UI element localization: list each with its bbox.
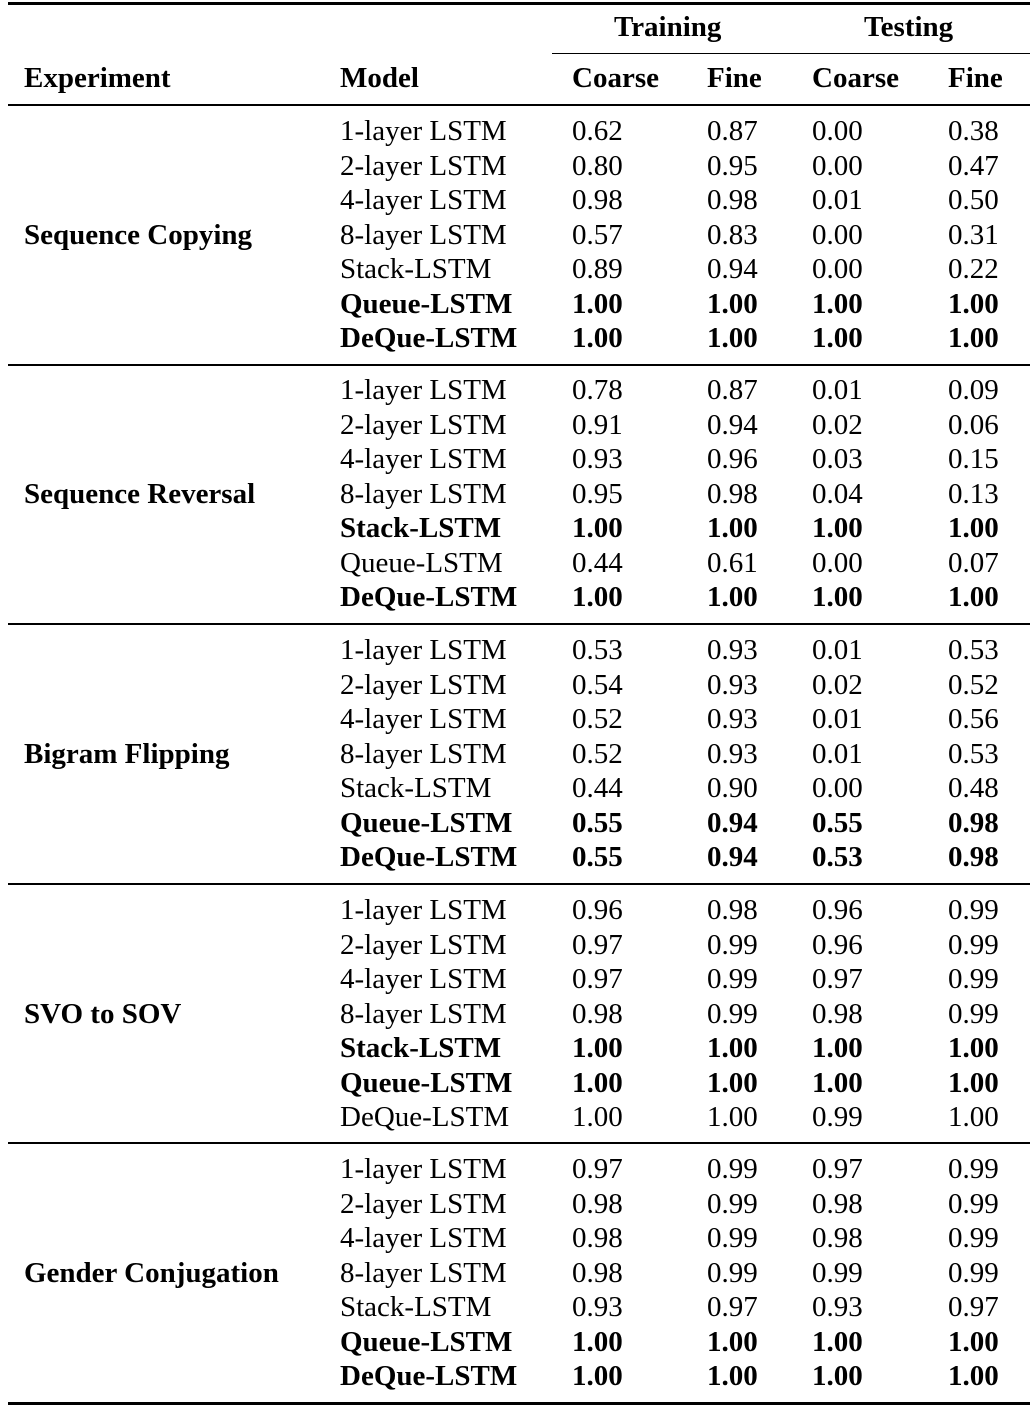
group-rule: [8, 1142, 1030, 1144]
table-row: [0, 580, 1036, 615]
experiment-label: Bigram Flipping: [24, 737, 230, 770]
table-row: [0, 373, 1036, 408]
training-fine-cell: 1.00: [707, 1032, 758, 1064]
testing-fine-cell: 1.00: [948, 1101, 999, 1133]
testing-fine-cell: 1.00: [948, 512, 999, 544]
testing-fine-cell: 0.97: [948, 1291, 999, 1323]
testing-fine-cell: 0.13: [948, 477, 999, 510]
testing-fine-cell: 0.99: [948, 894, 999, 926]
testing-fine-cell: 0.99: [948, 1153, 999, 1185]
model-cell: DeQue-LSTM: [340, 1360, 518, 1392]
training-coarse-cell: 0.62: [572, 115, 623, 147]
testing-fine-cell: 1.00: [948, 1066, 999, 1099]
testing-coarse-cell: 0.00: [812, 546, 863, 579]
testing-coarse-cell: 0.99: [812, 1256, 863, 1289]
training-coarse-cell: 0.97: [572, 928, 623, 961]
training-fine-cell: 0.99: [707, 997, 758, 1030]
testing-fine-cell: 0.99: [948, 1187, 999, 1220]
model-cell: 4-layer LSTM: [340, 963, 507, 995]
training-fine-cell: 0.98: [707, 477, 758, 510]
training-coarse-cell: 0.80: [572, 149, 623, 182]
table-row: [0, 1221, 1036, 1256]
model-cell: 2-layer LSTM: [340, 149, 507, 182]
testing-coarse-cell: 1.00: [812, 1066, 863, 1099]
training-coarse-cell: 0.96: [572, 894, 623, 926]
testing-fine-cell: 0.56: [948, 703, 999, 735]
table-row: [0, 633, 1036, 668]
testing-coarse-cell: 0.00: [812, 218, 863, 251]
table-row: [0, 737, 1036, 772]
training-fine-cell: 1.00: [707, 287, 758, 320]
training-fine-cell: 0.95: [707, 149, 758, 182]
table-row: [0, 183, 1036, 218]
model-cell: DeQue-LSTM: [340, 581, 518, 613]
testing-coarse-cell: 0.04: [812, 477, 863, 510]
training-coarse-cell: 0.95: [572, 477, 623, 510]
model-cell: 1-layer LSTM: [340, 894, 507, 926]
training-coarse-cell: 1.00: [572, 1032, 623, 1064]
table-row: [0, 771, 1036, 806]
testing-fine-cell: 0.22: [948, 253, 999, 285]
table-row: [0, 702, 1036, 737]
training-fine-cell: 0.93: [707, 737, 758, 770]
testing-coarse-cell: 0.00: [812, 772, 863, 804]
table-row: [0, 1256, 1036, 1291]
training-fine-cell: 0.99: [707, 928, 758, 961]
table-row: [0, 511, 1036, 546]
testing-coarse-cell: 0.00: [812, 253, 863, 285]
training-coarse-cell: 0.55: [572, 806, 623, 839]
model-cell: Stack-LSTM: [340, 772, 492, 804]
training-coarse-cell: 1.00: [572, 512, 623, 544]
training-fine-cell: 1.00: [707, 1066, 758, 1099]
training-coarse-cell: 0.93: [572, 443, 623, 475]
testing-fine-cell: 0.99: [948, 1256, 999, 1289]
testing-coarse-cell: 0.02: [812, 408, 863, 441]
training-coarse-cell: 1.00: [572, 1360, 623, 1392]
testing-fine-cell: 0.38: [948, 115, 999, 147]
testing-coarse-cell: 0.97: [812, 1153, 863, 1185]
training-coarse-cell: 0.44: [572, 546, 623, 579]
testing-coarse-cell: 0.02: [812, 668, 863, 701]
testing-fine-cell: 0.98: [948, 806, 999, 839]
testing-fine-cell: 0.99: [948, 1222, 999, 1254]
testing-fine-cell: 0.06: [948, 408, 999, 441]
testing-coarse-cell: 0.01: [812, 703, 863, 735]
training-coarse-cell: 0.52: [572, 703, 623, 735]
training-fine-cell: 1.00: [707, 581, 758, 613]
testing-fine-cell: 0.53: [948, 737, 999, 770]
training-coarse-cell: 0.98: [572, 1256, 623, 1289]
model-cell: 4-layer LSTM: [340, 703, 507, 735]
model-cell: 1-layer LSTM: [340, 1153, 507, 1185]
testing-fine-cell: 0.48: [948, 772, 999, 804]
training-fine-cell: 0.83: [707, 218, 758, 251]
model-cell: Queue-LSTM: [340, 1066, 513, 1099]
model-cell: DeQue-LSTM: [340, 322, 518, 354]
training-fine-cell: 0.99: [707, 963, 758, 995]
training-coarse-cell: 0.54: [572, 668, 623, 701]
training-fine-cell: 1.00: [707, 322, 758, 354]
testing-fine-cell: 0.15: [948, 443, 999, 475]
testing-fine-cell: 0.53: [948, 634, 999, 666]
training-fine-cell: 1.00: [707, 512, 758, 544]
testing-coarse-cell: 0.98: [812, 997, 863, 1030]
group-rule: [8, 364, 1030, 366]
testing-fine-cell: 1.00: [948, 322, 999, 354]
training-fine-cell: 1.00: [707, 1101, 758, 1133]
training-coarse-cell: 0.97: [572, 1153, 623, 1185]
table-row: [0, 442, 1036, 477]
model-cell: DeQue-LSTM: [340, 841, 518, 873]
model-cell: 1-layer LSTM: [340, 115, 507, 147]
training-coarse-cell: 0.55: [572, 841, 623, 873]
table-row: [0, 1290, 1036, 1325]
training-fine-cell: 0.94: [707, 806, 758, 839]
testing-coarse-cell: 0.01: [812, 374, 863, 406]
table-row: [0, 287, 1036, 322]
testing-fine-cell: 1.00: [948, 581, 999, 613]
testing-fine-cell: 0.99: [948, 928, 999, 961]
table-row: [0, 1100, 1036, 1135]
group-rule: [8, 883, 1030, 885]
testing-coarse-cell: 1.00: [812, 512, 863, 544]
training-coarse-cell: 0.98: [572, 1222, 623, 1254]
table-row: [0, 962, 1036, 997]
training-coarse-cell: 0.93: [572, 1291, 623, 1323]
training-fine-cell: 0.93: [707, 703, 758, 735]
testing-coarse-cell: 1.00: [812, 287, 863, 320]
table-row: [0, 114, 1036, 149]
testing-coarse-cell: 0.03: [812, 443, 863, 475]
model-cell: 2-layer LSTM: [340, 1187, 507, 1220]
training-fine-cell: 0.61: [707, 546, 758, 579]
testing-fine-cell: 0.98: [948, 841, 999, 873]
training-coarse-cell: 1.00: [572, 1101, 623, 1133]
testing-fine-cell: 0.52: [948, 668, 999, 701]
table-row: [0, 893, 1036, 928]
training-fine-cell: 0.98: [707, 894, 758, 926]
training-coarse-cell: 1.00: [572, 1066, 623, 1099]
training-coarse-cell: 0.98: [572, 997, 623, 1030]
testing-fine-cell: 0.50: [948, 184, 999, 216]
training-fine-cell: 0.93: [707, 668, 758, 701]
model-cell: 8-layer LSTM: [340, 477, 507, 510]
model-cell: 8-layer LSTM: [340, 218, 507, 251]
header-training-coarse: Coarse: [572, 62, 659, 94]
table-row: [0, 806, 1036, 841]
model-cell: Stack-LSTM: [340, 1032, 502, 1064]
model-cell: 4-layer LSTM: [340, 1222, 507, 1254]
training-coarse-cell: 0.98: [572, 1187, 623, 1220]
training-fine-cell: 0.96: [707, 443, 758, 475]
testing-fine-cell: 1.00: [948, 287, 999, 320]
testing-coarse-cell: 0.53: [812, 841, 863, 873]
experiment-label: Sequence Copying: [24, 218, 253, 251]
table-row: [0, 997, 1036, 1032]
testing-fine-cell: 0.47: [948, 149, 999, 182]
model-cell: 1-layer LSTM: [340, 374, 507, 406]
model-cell: Queue-LSTM: [340, 546, 503, 579]
testing-fine-cell: 0.99: [948, 963, 999, 995]
model-cell: Queue-LSTM: [340, 287, 513, 320]
training-fine-cell: 0.94: [707, 253, 758, 285]
model-cell: 2-layer LSTM: [340, 668, 507, 701]
testing-coarse-cell: 0.93: [812, 1291, 863, 1323]
header-training-fine: Fine: [707, 62, 762, 94]
training-fine-cell: 0.87: [707, 374, 758, 406]
testing-fine-cell: 1.00: [948, 1325, 999, 1358]
table-row: [0, 1031, 1036, 1066]
testing-coarse-cell: 1.00: [812, 322, 863, 354]
table-row: [0, 546, 1036, 581]
model-cell: Stack-LSTM: [340, 1291, 492, 1323]
model-cell: DeQue-LSTM: [340, 1101, 510, 1133]
training-fine-cell: 0.93: [707, 634, 758, 666]
header-testing: Testing: [864, 11, 954, 43]
experiment-label: SVO to SOV: [24, 997, 182, 1030]
training-fine-cell: 0.99: [707, 1256, 758, 1289]
training-coarse-cell: 0.98: [572, 184, 623, 216]
training-fine-cell: 0.99: [707, 1153, 758, 1185]
training-coarse-cell: 0.57: [572, 218, 623, 251]
model-cell: Stack-LSTM: [340, 253, 492, 285]
training-fine-cell: 0.99: [707, 1187, 758, 1220]
experiment-label: Sequence Reversal: [24, 477, 256, 510]
testing-coarse-cell: 0.98: [812, 1222, 863, 1254]
model-cell: 8-layer LSTM: [340, 737, 507, 770]
training-fine-cell: 0.87: [707, 115, 758, 147]
group-rule: [8, 623, 1030, 625]
model-cell: 4-layer LSTM: [340, 443, 507, 475]
model-cell: 2-layer LSTM: [340, 928, 507, 961]
header-group-rule: [552, 53, 1030, 54]
table-row: [0, 668, 1036, 703]
table-row: [0, 1325, 1036, 1360]
training-coarse-cell: 0.78: [572, 374, 623, 406]
table-row: [0, 252, 1036, 287]
training-coarse-cell: 0.89: [572, 253, 623, 285]
testing-coarse-cell: 0.00: [812, 149, 863, 182]
testing-fine-cell: 0.09: [948, 374, 999, 406]
testing-coarse-cell: 0.01: [812, 634, 863, 666]
testing-coarse-cell: 0.97: [812, 963, 863, 995]
testing-fine-cell: 1.00: [948, 1032, 999, 1064]
testing-coarse-cell: 0.01: [812, 737, 863, 770]
table-row: [0, 321, 1036, 356]
header-experiment: Experiment: [24, 62, 171, 94]
table-row: [0, 928, 1036, 963]
training-fine-cell: 0.90: [707, 772, 758, 804]
training-fine-cell: 0.99: [707, 1222, 758, 1254]
model-cell: Stack-LSTM: [340, 512, 502, 544]
model-cell: Queue-LSTM: [340, 806, 513, 839]
testing-coarse-cell: 0.00: [812, 115, 863, 147]
header-testing-coarse: Coarse: [812, 62, 899, 94]
testing-coarse-cell: 0.98: [812, 1187, 863, 1220]
top-rule: [8, 2, 1030, 5]
training-coarse-cell: 1.00: [572, 322, 623, 354]
training-coarse-cell: 1.00: [572, 581, 623, 613]
header-model: Model: [340, 62, 419, 94]
table-row: [0, 218, 1036, 253]
table-row: [0, 1359, 1036, 1394]
model-cell: 1-layer LSTM: [340, 634, 507, 666]
training-fine-cell: 1.00: [707, 1360, 758, 1392]
training-fine-cell: 0.94: [707, 408, 758, 441]
testing-coarse-cell: 0.55: [812, 806, 863, 839]
testing-fine-cell: 0.31: [948, 218, 999, 251]
testing-coarse-cell: 1.00: [812, 1325, 863, 1358]
testing-coarse-cell: 1.00: [812, 581, 863, 613]
model-cell: 2-layer LSTM: [340, 408, 507, 441]
table-row: [0, 1152, 1036, 1187]
header-rule: [8, 104, 1030, 106]
training-coarse-cell: 1.00: [572, 287, 623, 320]
training-coarse-cell: 0.52: [572, 737, 623, 770]
testing-coarse-cell: 0.96: [812, 894, 863, 926]
table-row: [0, 1066, 1036, 1101]
experiment-label: Gender Conjugation: [24, 1256, 279, 1289]
header-training: Training: [614, 11, 722, 43]
testing-coarse-cell: 1.00: [812, 1032, 863, 1064]
table-row: [0, 1187, 1036, 1222]
training-coarse-cell: 1.00: [572, 1325, 623, 1358]
training-fine-cell: 0.98: [707, 184, 758, 216]
testing-coarse-cell: 0.99: [812, 1101, 863, 1133]
bottom-rule: [8, 1402, 1030, 1405]
model-cell: 4-layer LSTM: [340, 184, 507, 216]
training-coarse-cell: 0.97: [572, 963, 623, 995]
testing-coarse-cell: 0.96: [812, 928, 863, 961]
table-row: [0, 149, 1036, 184]
testing-fine-cell: 0.99: [948, 997, 999, 1030]
testing-fine-cell: 0.07: [948, 546, 999, 579]
testing-fine-cell: 1.00: [948, 1360, 999, 1392]
training-coarse-cell: 0.91: [572, 408, 623, 441]
training-coarse-cell: 0.53: [572, 634, 623, 666]
model-cell: 8-layer LSTM: [340, 1256, 507, 1289]
training-fine-cell: 0.94: [707, 841, 758, 873]
header-testing-fine: Fine: [948, 62, 1003, 94]
table-row: [0, 408, 1036, 443]
testing-coarse-cell: 1.00: [812, 1360, 863, 1392]
table-row: [0, 477, 1036, 512]
model-cell: 8-layer LSTM: [340, 997, 507, 1030]
training-fine-cell: 1.00: [707, 1325, 758, 1358]
training-coarse-cell: 0.44: [572, 772, 623, 804]
model-cell: Queue-LSTM: [340, 1325, 513, 1358]
table-row: [0, 840, 1036, 875]
testing-coarse-cell: 0.01: [812, 184, 863, 216]
training-fine-cell: 0.97: [707, 1291, 758, 1323]
